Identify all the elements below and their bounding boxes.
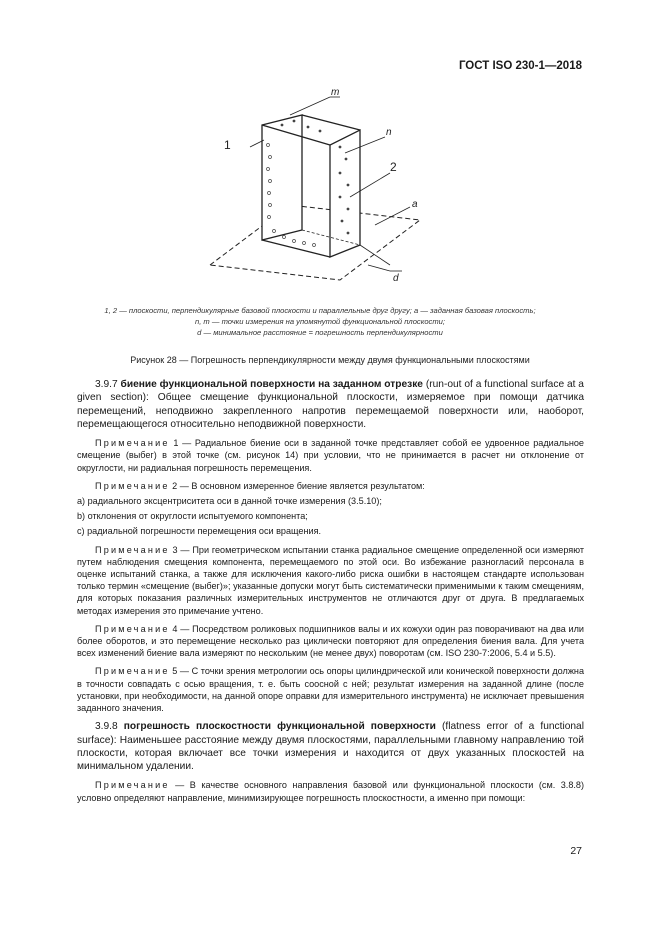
note-label: Примечание [95, 438, 170, 449]
note-text: 1 — Радиальное биение оси в заданной точке представляет собой ее удвоенное радиальное смещение (выбег) в этой точке (см. рисунок 14) при условии, что не принимается в расчет ни отклонение от округлости, ни радиальная погрешность перемещения. [77, 438, 584, 473]
label-d: d [393, 273, 399, 284]
note-4 [77, 623, 584, 660]
section-text: (run-out of a functional surface at a given section): Общее смещение функциональной плоскости, измеряемое при помощи датчика перемещений, неподвижно закрепленного напротив перемещаемой поверхности или, наоборот, перемещающегося относительно неподвижной поверхности. [77, 379, 584, 430]
page-number: 27 [570, 845, 582, 857]
plane-1 [262, 115, 302, 240]
document-body [77, 378, 584, 810]
base-plane-a [210, 205, 420, 280]
list-item: b) отклонения от округлости испытуемого компонента; [77, 511, 308, 522]
section-text: (flatness error of a functional surface): Наименьшее расстояние между двумя плоскостями, параллельными главному направлению той плоскости, которая включает все точки измерения и находится от двух указанных плоскостей на минимальном удалении. [77, 721, 584, 773]
note-5 [77, 665, 584, 714]
section-3-9-8 [77, 720, 584, 773]
note-label: Примечание [95, 666, 170, 677]
note-label: Примечание [95, 780, 170, 791]
section-number: 3.9.8 [95, 721, 118, 733]
note-label: Примечание [95, 623, 170, 634]
legend-line: d — минимальное расстояние = погрешность перпендикулярности [197, 328, 443, 337]
note-6 [77, 779, 584, 803]
figure-caption: Рисунок 28 — Погрешность перпендикулярности между двумя функциональными плоскостями [130, 355, 530, 365]
document-header: ГОСТ ISO 230-1—2018 [458, 60, 582, 72]
list-item: c) радиальной погрешности перемещения оси вращения. [77, 526, 322, 537]
legend-line: 1, 2 — плоскости, перпендикулярные базовой плоскости и параллельные друг другу; a — заданная базовая плоскость; [104, 306, 536, 315]
note-2 [77, 480, 584, 492]
note-text: 3 — При геометрическом испытании станка радиальное смещение определенной оси измеряют путем наблюдения смещения компонента, перемещаемого по этой оси. Во избежание разногласий персонала в оценке испытаний станка, а также для исключения какого-либо риска ошибки в настоящем стандарте использован только термин «смещение (выбег)»; указанные допуски могут быть систематически применимыми к таким смещениям, для которых показания различных измерительных инструментов не отличаются друг от друга. В предлагаемых методах измерения это примечание учтено. [77, 544, 585, 616]
note-text: 2 — В основном измеренное биение является результатом: [172, 480, 425, 491]
note-text: 4 — Посредством роликовых подшипников валы и их кожухи один раз поворачивают на два или более оборотов, и это перемещение несколько раз циклически повторяют для определения биения вала. Для учета всех изменений биение вала измеряют по нескольким (не менее двух) поворотам (см. ISO 230-7:2006, 5.4 и 5.5). [77, 623, 584, 659]
figure-legend [60, 305, 580, 338]
section-3-9-7 [77, 378, 584, 431]
perpendicularity-figure [190, 85, 450, 290]
list-item: a) радиального эксцентриситета оси в данной точке измерения (3.5.10); [77, 496, 382, 506]
section-term: погрешность плоскостности функциональной поверхности [123, 721, 436, 733]
label-1: 1 [224, 138, 231, 152]
note-3 [77, 544, 584, 617]
label-2: 2 [390, 160, 397, 174]
note-text: 5 — С точки зрения метрологии ось опоры цилиндрической или конической поверхности должна в точности совпадать с осью вращения, т. е. быть соосной с ней; результат измерения на заданной длине (после установки, при необходимости, на данной опоре оправки для измерительного инструмента) не исключает превышения заданного значения. [77, 666, 584, 714]
label-a: a [412, 199, 418, 210]
note-label: Примечание [95, 480, 170, 491]
section-number: 3.9.7 [95, 379, 118, 390]
note-text: — В качестве основного направления базовой или функциональной плоскости (см. 3.8.8) условно определяют направление, минимизирующее погрешность плоскостности, а именно при помощи: [77, 780, 584, 803]
label-m: m [331, 87, 340, 98]
note-label: Примечание [95, 544, 170, 555]
legend-line: n, m — точки измерения на упомянутой функциональной плоскости; [194, 317, 445, 326]
label-n: n [386, 127, 392, 138]
note-1 [77, 437, 584, 474]
section-term: биение функциональной поверхности на заданном отрезке [120, 379, 423, 390]
